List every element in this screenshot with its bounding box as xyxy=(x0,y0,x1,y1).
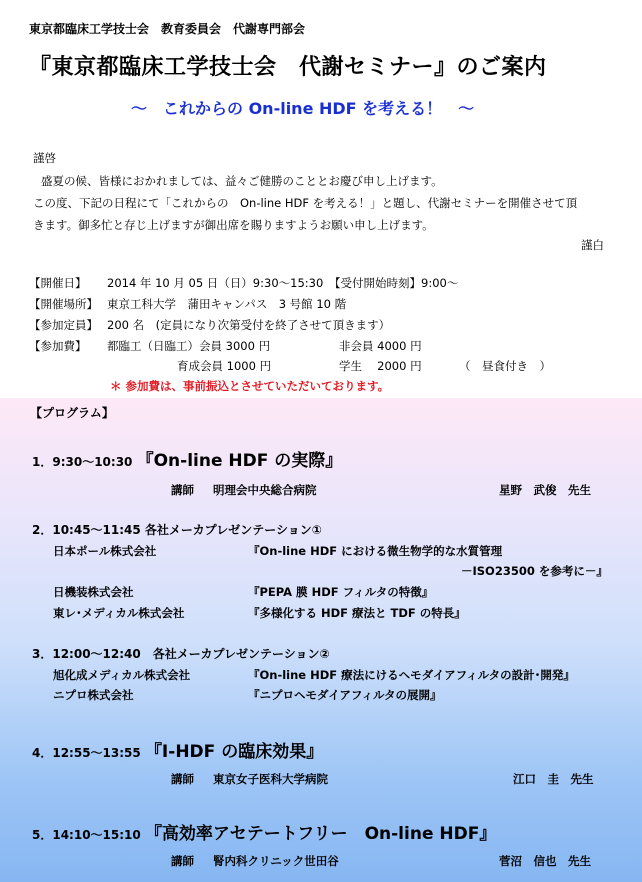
session-2-company-1: 日本ポール株式会社 xyxy=(53,544,157,558)
letter-closing: 謹白 xyxy=(581,238,604,252)
fee-nonmember: 非会員 4000 円 xyxy=(339,339,422,353)
venue-value: 東京工科大学 蒲田キャンパス 3 号館 10 階 xyxy=(107,297,347,311)
session-1 xyxy=(32,446,342,471)
session-3-talk-2: 『ニプロヘモダイアフィルタの展開』 xyxy=(248,688,442,702)
session-2-heading: 2．10:45～11:45 各社メーカプレゼンテーション① xyxy=(32,523,322,537)
organizer-line: 東京都臨床工学技士会 教育委員会 代謝専門部会 xyxy=(29,22,306,36)
session-2-company-3: 東レ･メディカル株式会社 xyxy=(53,606,185,620)
page-title: 『東京都臨床工学技士会 代謝セミナー』のご案内 xyxy=(29,55,547,80)
session-5 xyxy=(32,819,496,844)
session-4-lecturer-label: 講師 xyxy=(171,772,194,786)
fee-lunch: （ 昼食付き ） xyxy=(459,359,551,373)
session-2-talk-2: 『PEPA 膜 HDF フィルタの特徴』 xyxy=(248,585,434,599)
session-5-affiliation: 腎内科クリニック世田谷 xyxy=(213,854,339,868)
date-label: 【開催日】 xyxy=(29,276,87,290)
session-2-talk-1: 『On-line HDF における微生物学的な水質管理 xyxy=(248,544,503,558)
fee-note: ＊ 参加費は、事前振込とさせていただいております。 xyxy=(110,379,390,393)
greeting: 謹啓 xyxy=(33,151,56,165)
session-1-affiliation: 明理会中央総合病院 xyxy=(213,483,317,497)
date-value: 2014 年 10 月 05 日（日）9:30～15:30 【受付開始時刻】9:00～ xyxy=(107,276,459,290)
session-4-time: 4．12:55～13:55 xyxy=(32,746,141,760)
session-1-speaker: 星野 武俊 先生 xyxy=(499,483,591,497)
page-subtitle: ～ これからの On-line HDF を考える！ ～ xyxy=(131,99,475,118)
session-1-title: 『On-line HDF の実際』 xyxy=(136,451,343,471)
session-2-company-2: 日機装株式会社 xyxy=(53,585,134,599)
capacity-value: 200 名 (定員になり次第受付を終了させて頂きます） xyxy=(107,318,391,332)
session-3-talk-1: 『On-line HDF 療法にけるヘモダイアフィルタの設計･開発』 xyxy=(248,668,575,682)
session-3-company-2: ニプロ株式会社 xyxy=(53,688,134,702)
session-1-lecturer-label: 講師 xyxy=(171,483,194,497)
fee-label: 【参加費】 xyxy=(29,339,87,353)
session-4-speaker: 江口 圭 先生 xyxy=(513,772,594,786)
session-4 xyxy=(32,737,323,762)
letter-paragraph-1: 盛夏の候、皆様におかれましては、益々ご健勝のこととお慶び申し上げます。 xyxy=(41,174,443,188)
letter-paragraph-3: きます。御多忙と存じ上げますが御出席を賜りますようお願い申し上げます。 xyxy=(33,218,434,232)
session-2-talk-3: 『多様化する HDF 療法と TDF の特長』 xyxy=(248,606,466,620)
letter-paragraph-2: この度、下記の日程にて「これからの On-line HDF を考える！」と題し、代謝セミナーを開催させて頂 xyxy=(33,196,578,210)
session-5-speaker: 菅沼 信也 先生 xyxy=(499,854,591,868)
capacity-label: 【参加定員】 xyxy=(29,318,98,332)
fee-student: 学生 2000 円 xyxy=(339,359,422,373)
session-5-lecturer-label: 講師 xyxy=(171,854,194,868)
fee-supporting: 育成会員 1000 円 xyxy=(177,359,272,373)
session-5-time: 5．14:10～15:10 xyxy=(32,828,141,842)
session-3-company-1: 旭化成メディカル株式会社 xyxy=(53,668,191,682)
fee-member: 都臨工（日臨工）会員 3000 円 xyxy=(107,339,271,353)
venue-label: 【開催場所】 xyxy=(29,297,98,311)
session-3-heading: 3．12:00～12:40 各社メーカプレゼンテーション② xyxy=(32,647,330,661)
session-1-time: 1．9:30～10:30 xyxy=(32,455,133,469)
session-4-title: 『I-HDF の臨床効果』 xyxy=(144,742,324,762)
session-5-title: 『高効率アセテートフリー On-line HDF』 xyxy=(144,824,497,844)
session-2-talk-1-line2: －ISO23500 を参考に－』 xyxy=(461,564,608,578)
session-4-affiliation: 東京女子医科大学病院 xyxy=(213,772,328,786)
program-heading: 【プログラム】 xyxy=(30,406,114,420)
